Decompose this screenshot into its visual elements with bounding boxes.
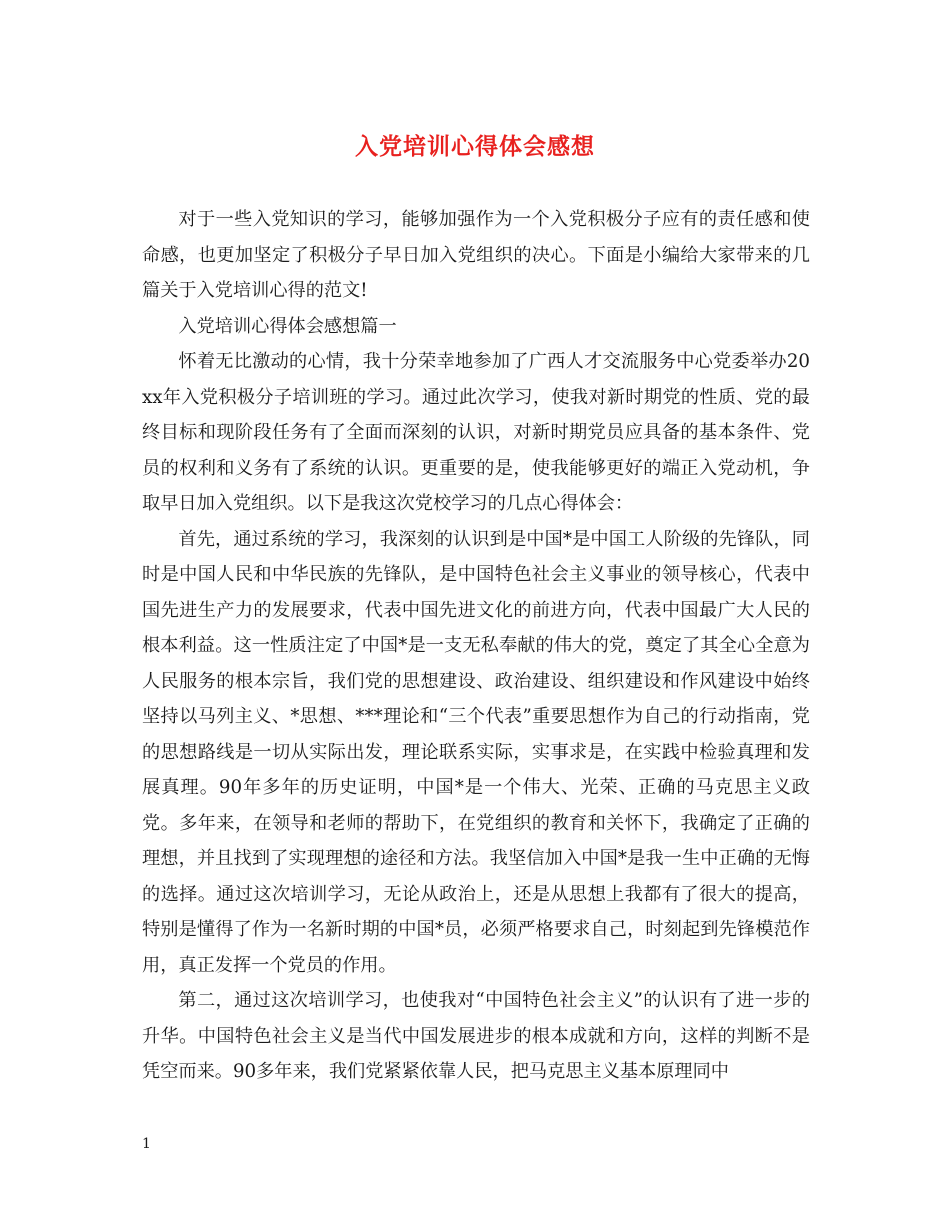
page-number: 1 xyxy=(142,1136,151,1152)
document-title: 入党培训心得体会感想 xyxy=(355,133,595,160)
paragraph-intro: 对于一些入党知识的学习，能够加强作为一个入党积极分子应有的责任感和使命感，也更加坚定了积极分子早日加入党组织的决心。下面是小编给大家带来的几篇关于入党培训心得的范文! xyxy=(142,209,810,301)
paragraph-second-point: 第二，通过这次培训学习，也使我对“中国特色社会主义”的认识有了进一步的升华。中国特色社会主义是当代中国发展进步的根本成就和方向，这样的判断不是凭空而来。90多年来，我们党紧紧依靠人民，把马克思主义基本原理同中 xyxy=(142,990,810,1082)
paragraph-first-point: 首先，通过系统的学习，我深刻的认识到是中国*是中国工人阶级的先锋队，同时是中国人民和中华民族的先锋队，是中国特色社会主义事业的领导核心，代表中国先进生产力的发展要求，代表中国先进文化的前进方向，代表中国最广大人民的根本利益。这一性质注定了中国*是一支无私奉献的伟大的党，奠定了其全心全意为人民服务的根本宗旨，我们党的思想建设、政治建设、组织建设和作风建设中始终坚持以马列主义、*思想、***理论和“三个代表”重要思想作为自己的行动指南，党的思想路线是一切从实际出发，理论联系实际，实事求是，在实践中检验真理和发展真理。90年多年的历史证明，中国*是一个伟大、光荣、正确的马克思主义政党。多年来，在领导和老师的帮助下，在党组织的教育和关怀下，我确定了正确的理想，并且找到了实现理想的途径和方法。我坚信加入中国*是我一生中正确的无悔的选择。通过这次培训学习，无论从政治上，还是从思想上我都有了很大的提高，特别是懂得了作为一名新时期的中国*员，必须严格要求自己，时刻起到先锋模范作用，真正发挥一个党员的作用。 xyxy=(142,528,810,976)
paragraph-opening: 怀着无比激动的心情，我十分荣幸地参加了广西人才交流服务中心党委举办20xx年入党积极分子培训班的学习。通过此次学习，使我对新时期党的性质、党的最终目标和现阶段任务有了全面而深刻的认识，对新时期党员应具备的基本条件、党员的权利和义务有了系统的认识。更重要的是，使我能够更好的端正入党动机，争取早日加入党组织。以下是我这次党校学习的几点心得体会： xyxy=(142,351,810,514)
section-heading: 入党培训心得体会感想篇一 xyxy=(178,315,397,337)
document-body xyxy=(142,202,810,1090)
